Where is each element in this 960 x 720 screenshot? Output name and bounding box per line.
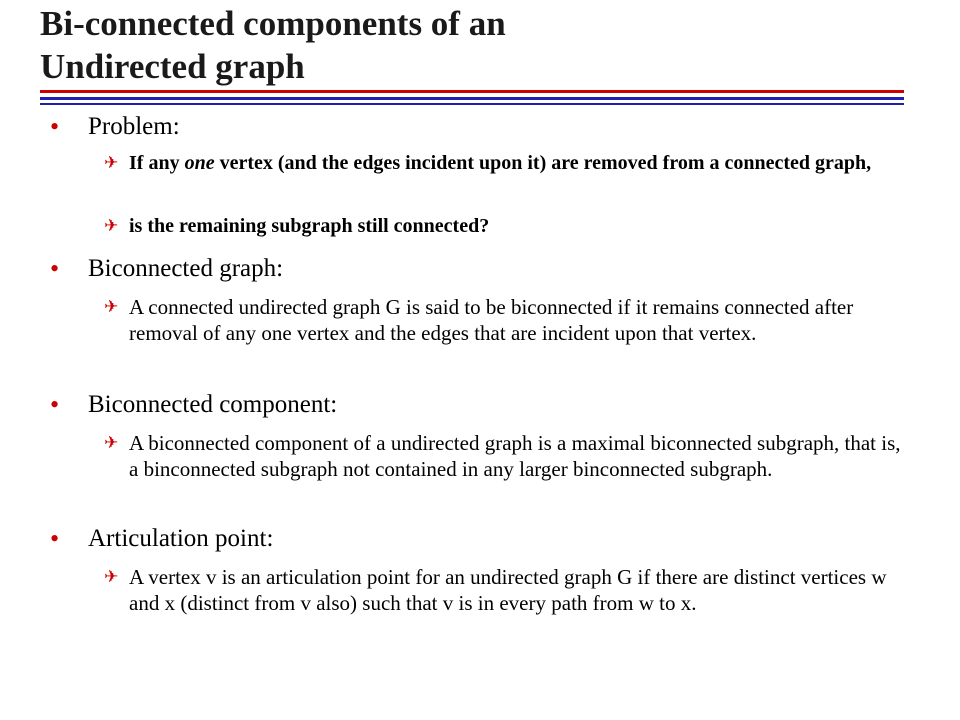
emphasis-text: one — [184, 152, 215, 174]
sub-item-text: A connected undirected graph G is said to be biconnected if it remains connected after removal of any one vertex and the edges that are incident upon that vertex. — [129, 295, 854, 345]
title-divider-blue — [40, 97, 904, 100]
airplane-arrow-icon: ✈ — [104, 216, 119, 236]
sub-item-text: A vertex v is an articulation point for an undirected graph G if there are distinct vertices w and x (distinct from v also) such that v is in every path from w to x. — [129, 565, 887, 615]
bullet-icon: • — [50, 112, 60, 141]
sub-item-text: A biconnected component of a undirected graph is a maximal biconnected subgraph, that is, a binconnected subgraph not contained in any larger binconnected subgraph. — [129, 431, 901, 481]
airplane-arrow-icon: ✈ — [104, 433, 119, 453]
bullet-icon: • — [50, 524, 60, 553]
text-segment: If any — [129, 152, 185, 174]
bullet-icon: • — [50, 390, 60, 419]
title-divider-red — [40, 90, 904, 93]
section-heading: Biconnected component: — [88, 391, 338, 418]
slide-title — [40, 2, 920, 88]
section-heading: Articulation point: — [88, 525, 274, 552]
airplane-arrow-icon: ✈ — [104, 297, 119, 317]
airplane-arrow-icon: ✈ — [104, 153, 119, 173]
section-heading: Problem: — [88, 113, 180, 140]
airplane-arrow-icon: ✈ — [104, 567, 119, 587]
sub-item-text: is the remaining subgraph still connected? — [129, 215, 490, 237]
sub-item-text — [129, 150, 909, 176]
slide-title-line-1: Bi-connected components of an — [40, 4, 506, 43]
section-heading: Biconnected graph: — [88, 255, 284, 282]
bullet-icon: • — [50, 254, 60, 283]
slide-title-line-2: Undirected graph — [40, 47, 305, 86]
text-segment: vertex (and the edges incident upon it) are removed from a connected graph, — [214, 152, 872, 174]
title-divider-blue-thin — [40, 103, 904, 105]
